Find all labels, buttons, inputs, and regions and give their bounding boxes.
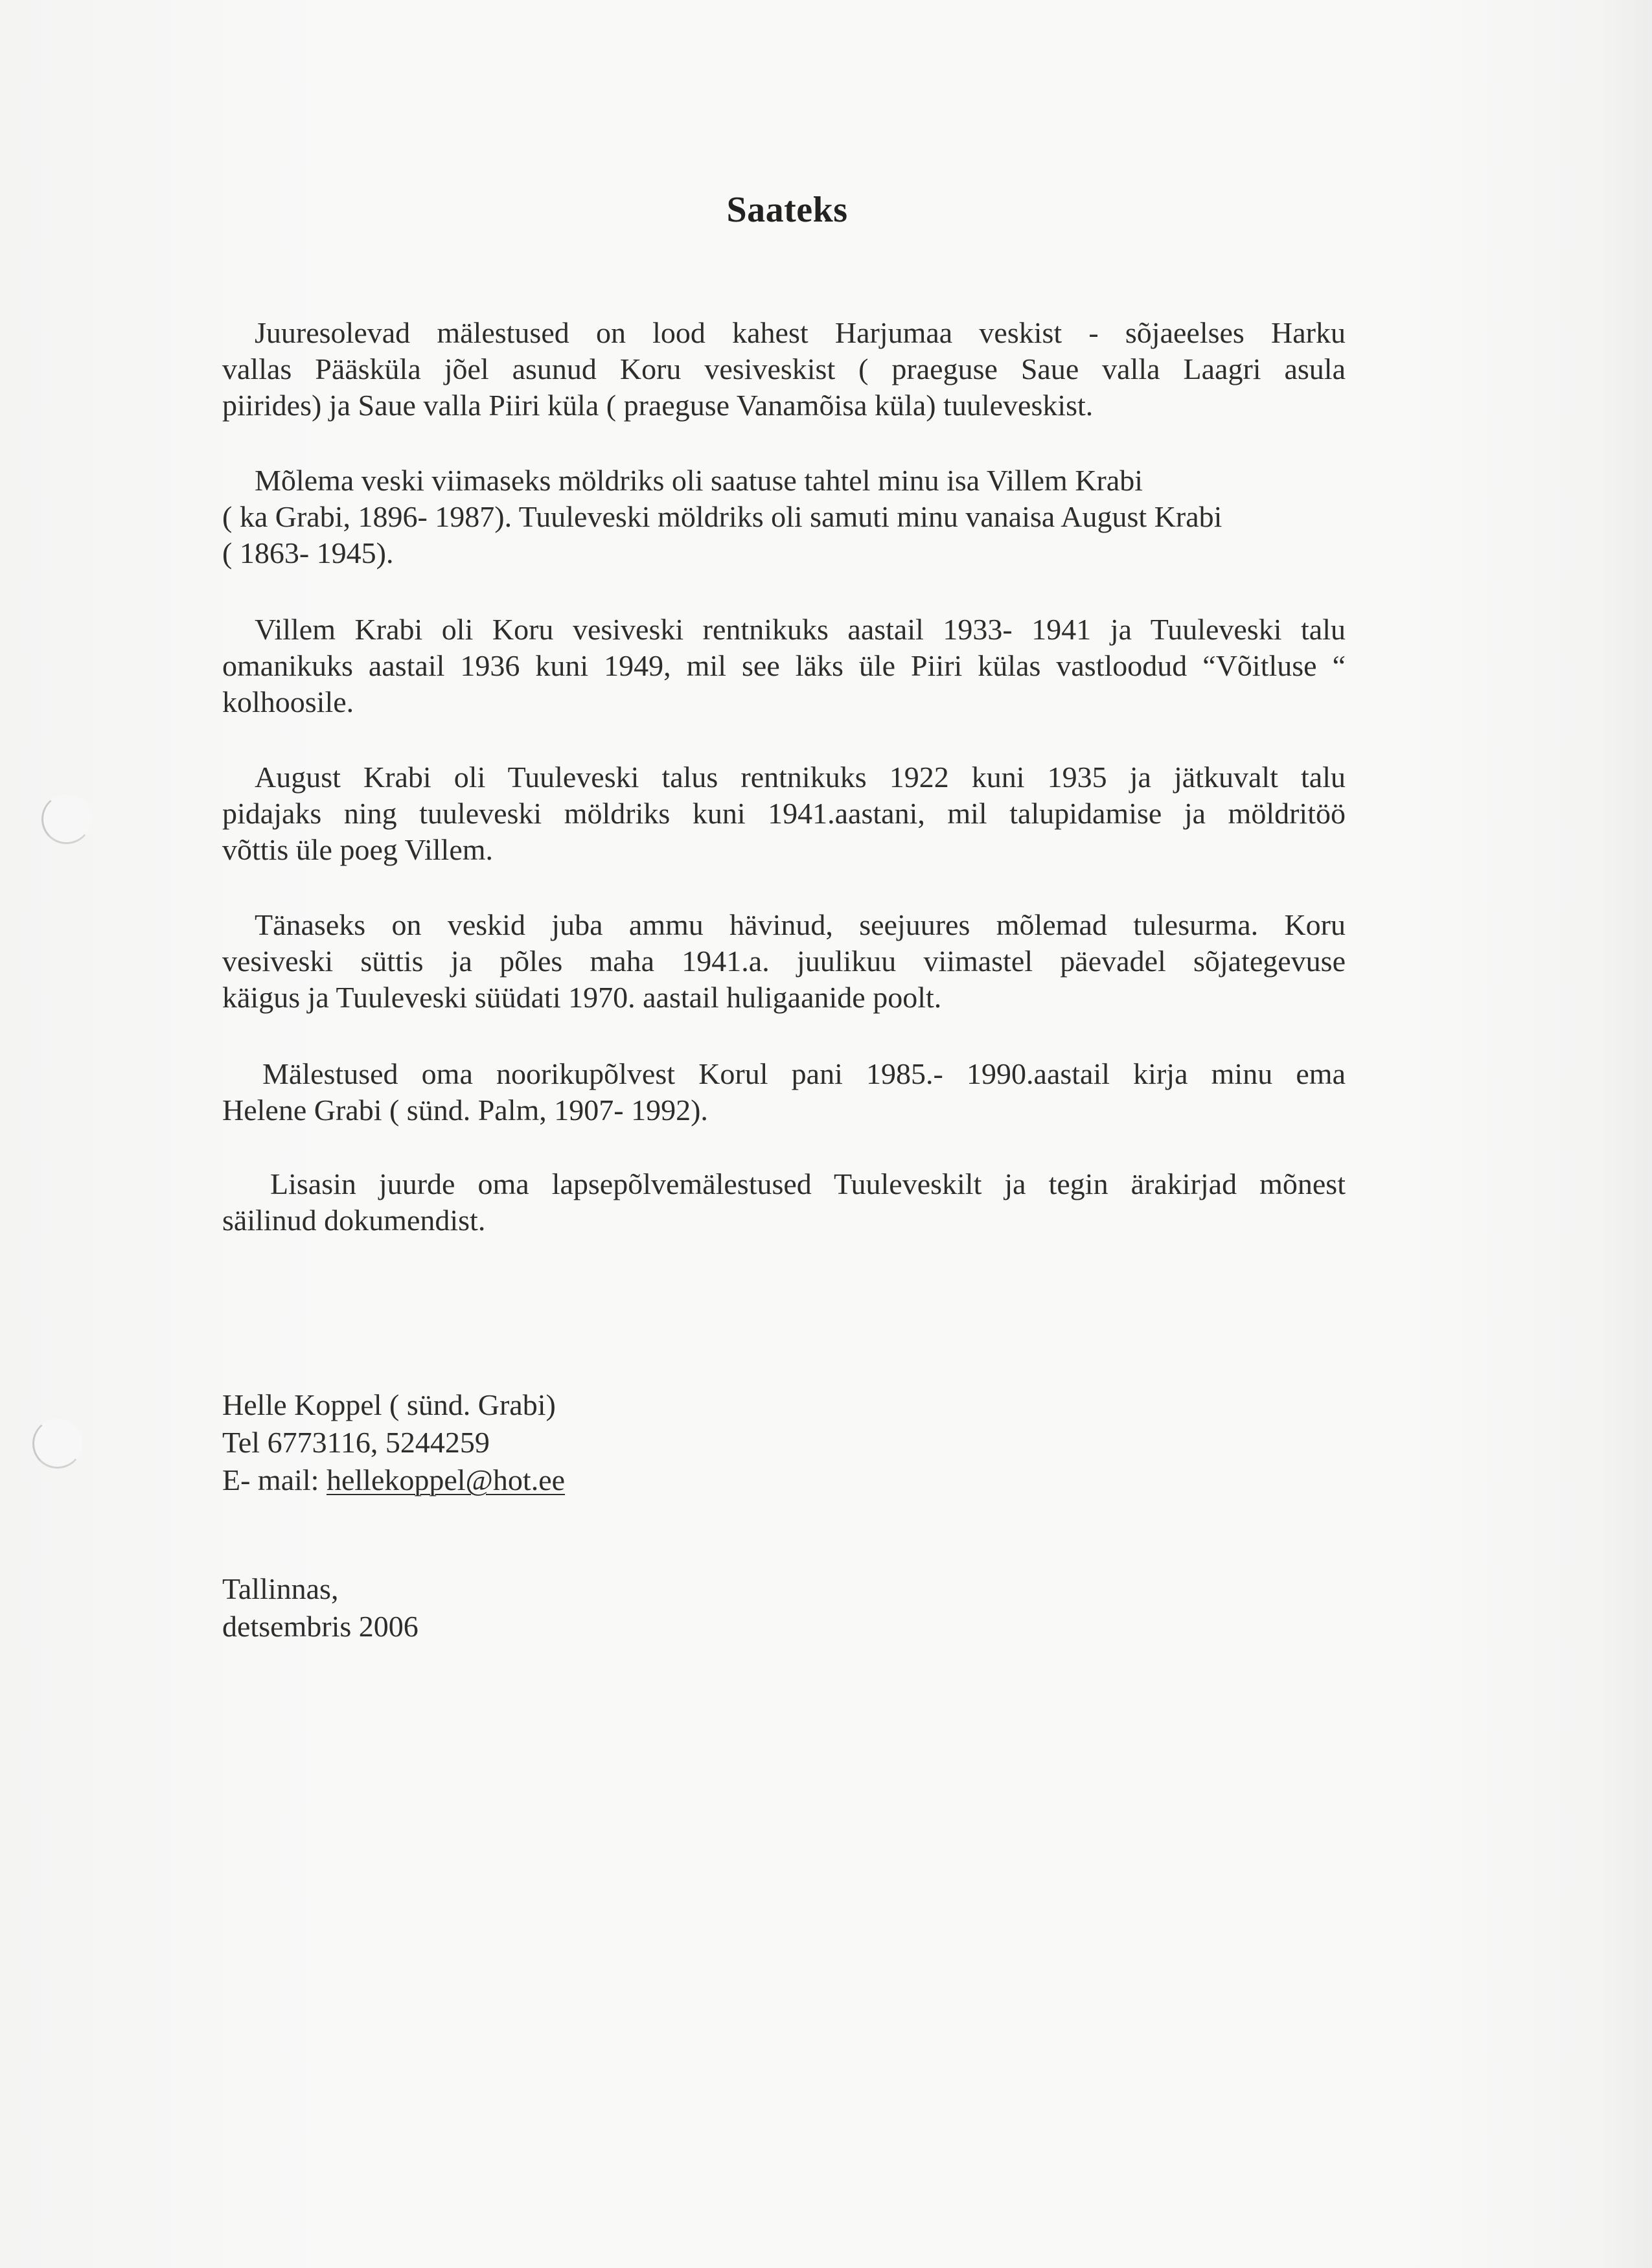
paragraph-line: Lisasin juurde oma lapsepõlvemälestused Tuuleveskilt ja tegin ärakirjad mõnest <box>270 1167 1346 1200</box>
paragraph-5 <box>222 907 1346 1016</box>
paragraph-line: ( ka Grabi, 1896- 1987). Tuuleveski möldriks oli samuti minu vanaisa August Krabi <box>222 500 1222 533</box>
closing-place: Tallinnas, <box>222 1572 339 1605</box>
paragraph-line: ( 1863- 1945). <box>222 536 394 569</box>
email-label: E- mail: <box>222 1463 327 1496</box>
paragraph-line: Tänaseks on veskid juba ammu hävinud, seejuures mõlemad tulesurma. Koru <box>255 908 1346 941</box>
paragraph-line: Villem Krabi oli Koru vesiveski rentnikuks aastail 1933- 1941 ja Tuuleveski talu <box>255 613 1346 646</box>
paragraph-line: August Krabi oli Tuuleveski talus rentnikuks 1922 kuni 1935 ja jätkuvalt talu <box>255 761 1346 794</box>
paragraph-line: pidajaks ning tuuleveski möldriks kuni 1941.aastani, mil talupidamise ja möldritöö <box>222 797 1346 830</box>
signature-phone: Tel 6773116, 5244259 <box>222 1426 490 1459</box>
paragraph-line: kolhoosile. <box>222 685 354 718</box>
paragraph-line: omanikuks aastail 1936 kuni 1949, mil see läks üle Piiri külas vastloodud “Võitluse “ <box>222 649 1346 682</box>
paragraph-line: käigus ja Tuuleveski süüdati 1970. aastail huligaanide poolt. <box>222 981 942 1014</box>
signature-name: Helle Koppel ( sünd. Grabi) <box>222 1388 556 1421</box>
closing-date: detsembris 2006 <box>222 1610 419 1643</box>
punch-hole-mark <box>32 1419 82 1469</box>
paragraph-line: Helene Grabi ( sünd. Palm, 1907- 1992). <box>222 1094 708 1127</box>
paragraph-line: Juuresolevad mälestused on lood kahest Harjumaa veskist - sõjaeelses Harku <box>255 316 1346 349</box>
punch-hole-mark <box>41 794 91 844</box>
paragraph-line: piirides) ja Saue valla Piiri küla ( praeguse Vanamõisa küla) tuuleveskist. <box>222 389 1094 422</box>
paragraph-line: Mälestused oma noorikupõlvest Korul pani 1985.- 1990.aastail kirja minu ema <box>262 1057 1346 1090</box>
paragraph-2 <box>222 463 1346 571</box>
paragraph-1 <box>222 315 1346 424</box>
paragraph-4 <box>222 759 1346 868</box>
paragraph-line: säilinud dokumendist. <box>222 1204 486 1237</box>
paragraph-line: Mõlema veski viimaseks möldriks oli saatuse tahtel minu isa Villem Krabi <box>255 464 1143 497</box>
paragraph-6 <box>222 1056 1346 1128</box>
paragraph-3 <box>222 612 1346 720</box>
email-link[interactable]: hellekoppel@hot.ee <box>326 1463 566 1496</box>
page-edge-shadow <box>1600 0 1652 2268</box>
paragraph-line: võttis üle poeg Villem. <box>222 833 494 866</box>
paragraph-line: vallas Pääsküla jõel asunud Koru vesiveskist ( praeguse Saue valla Laagri asula <box>222 352 1346 385</box>
document-title: Saateks <box>726 190 848 230</box>
paragraph-7 <box>222 1166 1346 1239</box>
paragraph-line: vesiveski süttis ja põles maha 1941.a. juulikuu viimastel päevadel sõjategevuse <box>222 945 1346 978</box>
place-date-block <box>222 1570 419 1645</box>
signature-block <box>222 1386 565 1499</box>
signature-email-row <box>222 1461 565 1499</box>
